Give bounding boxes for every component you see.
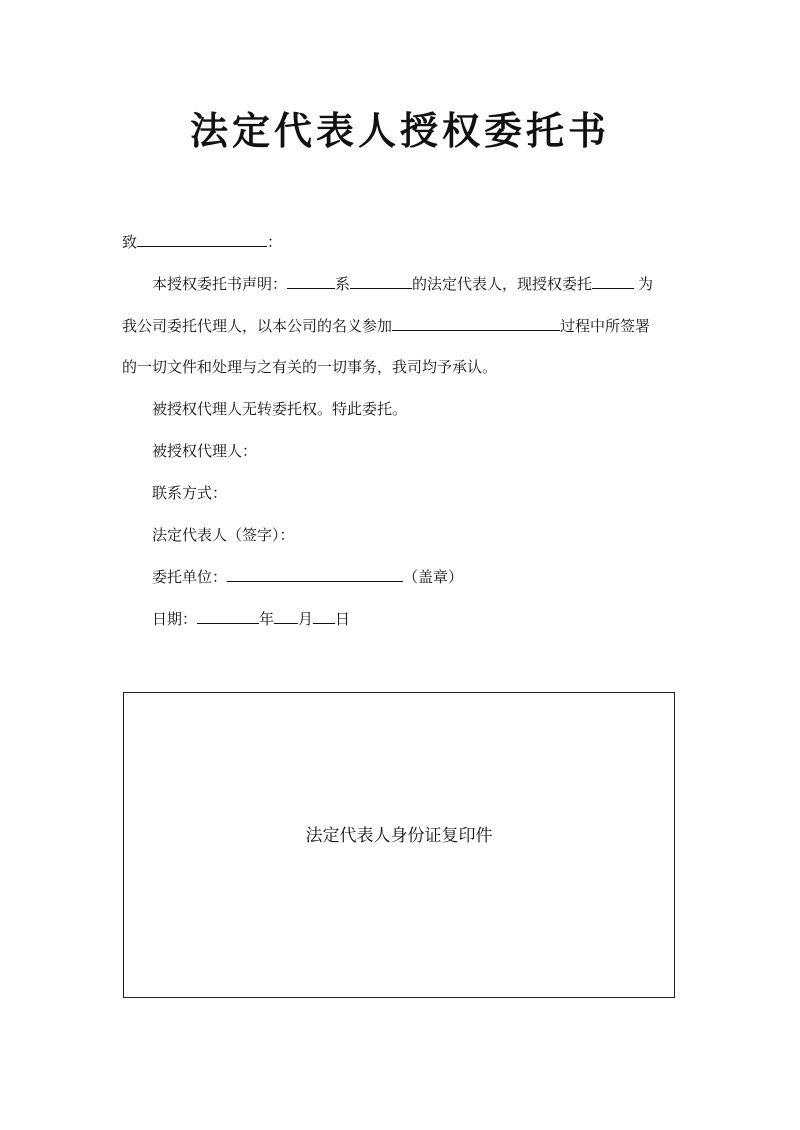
- recipient-suffix: ：: [267, 233, 283, 251]
- unit-seal: （盖章）: [403, 568, 464, 586]
- month-blank[interactable]: [274, 609, 298, 624]
- statement-line-2: [122, 316, 650, 336]
- id-copy-box: [123, 692, 675, 998]
- statement-part-3: 的法定代表人，现授权委托: [412, 275, 593, 293]
- recipient-prefix: 致: [122, 233, 138, 251]
- statement-part-1: 本授权委托书声明：: [152, 275, 288, 293]
- id-copy-box-label: 法定代表人身份证复印件: [305, 826, 493, 846]
- unit-line: [152, 567, 463, 587]
- year-blank[interactable]: [197, 609, 259, 624]
- legal-rep-name-blank[interactable]: [287, 274, 335, 289]
- statement-part-5: 我公司委托代理人，以本公司的名义参加: [122, 317, 393, 335]
- unit-label: 委托单位：: [152, 568, 228, 586]
- statement-line-3: [122, 357, 497, 377]
- no-transfer-line: 被授权代理人无转委托权。特此委托。: [152, 400, 408, 418]
- recipient-line: [122, 232, 282, 252]
- month-label: 月: [298, 610, 314, 628]
- document-title: 法定代表人授权委托书: [189, 109, 610, 153]
- statement-part-2: 系: [335, 275, 351, 293]
- statement-line-1: [152, 274, 653, 294]
- project-name-blank[interactable]: [392, 316, 560, 331]
- agent-label: 被授权代理人：: [152, 442, 258, 460]
- year-label: 年: [259, 610, 275, 628]
- statement-part-4: 为: [638, 275, 654, 293]
- statement-part-7: 的一切文件和处理与之有关的一切事务，我司均予承认。: [122, 358, 498, 376]
- company-name-blank[interactable]: [350, 274, 412, 289]
- contact-label: 联系方式：: [152, 484, 228, 502]
- day-blank[interactable]: [313, 609, 335, 624]
- legal-rep-sign-label: 法定代表人（签字）：: [152, 526, 295, 544]
- date-line: [152, 609, 350, 629]
- agent-name-blank[interactable]: [592, 274, 634, 289]
- recipient-blank[interactable]: [137, 232, 267, 247]
- date-label: 日期：: [152, 610, 198, 628]
- day-label: 日: [335, 610, 351, 628]
- statement-part-6: 过程中所签署: [560, 317, 651, 335]
- unit-name-blank[interactable]: [227, 567, 403, 582]
